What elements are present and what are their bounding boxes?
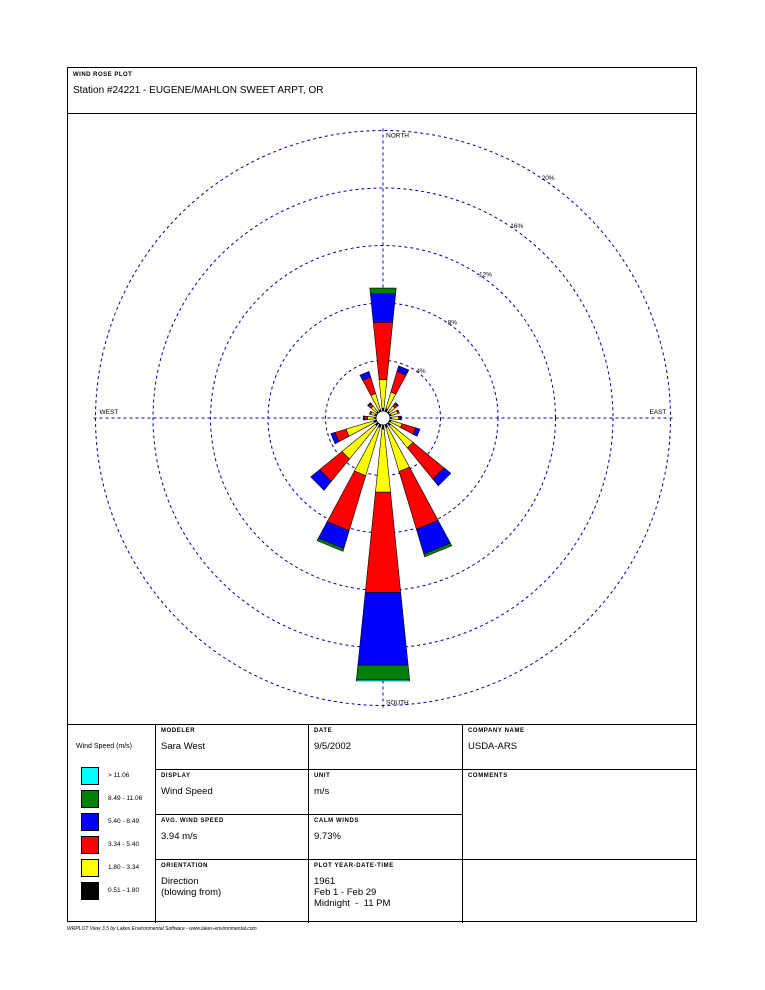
legend-item xyxy=(81,859,161,877)
orientation-label: ORIENTATION xyxy=(161,863,209,869)
display-label: DISPLAY xyxy=(161,773,191,779)
ring-label: 16% xyxy=(510,223,524,231)
petal-segment xyxy=(370,294,395,323)
avg-speed-cell xyxy=(156,815,309,860)
modeler-value: Sara West xyxy=(161,741,206,752)
header-label: WIND ROSE PLOT xyxy=(73,72,133,78)
date-value: 9/5/2002 xyxy=(314,741,351,752)
petal-segment xyxy=(375,429,390,492)
petal-segment xyxy=(356,665,409,679)
legend-item xyxy=(81,836,161,854)
display-cell xyxy=(156,770,309,815)
calm-winds-label: CALM WINDS xyxy=(314,818,359,824)
wind-rose-chart xyxy=(68,113,696,723)
legend-label: 3.34 - 5.40 xyxy=(108,841,140,848)
south-label: SOUTH xyxy=(386,699,409,707)
calm-winds-cell xyxy=(309,815,463,860)
legend-swatch xyxy=(81,836,99,854)
date-cell xyxy=(309,725,463,770)
petal-segment xyxy=(356,680,409,681)
petal-segment xyxy=(400,416,401,420)
north-label: NORTH xyxy=(386,132,409,140)
company-cell xyxy=(463,725,696,770)
unit-value: m/s xyxy=(314,786,330,797)
comments-cell xyxy=(463,770,696,860)
petal-segment xyxy=(363,416,364,420)
unit-label: UNIT xyxy=(314,773,331,779)
legend-item xyxy=(81,813,161,831)
plot-period-label: PLOT YEAR-DATE-TIME xyxy=(314,863,394,869)
petal-segment xyxy=(367,416,374,419)
petal-segment xyxy=(358,592,408,665)
legend-label: > 11.06 xyxy=(108,772,130,779)
orientation-cell xyxy=(156,860,309,923)
station-title: Station #24221 - EUGENE/MAHLON SWEET ARPT, OR xyxy=(73,85,324,96)
legend-swatch xyxy=(81,767,99,785)
wind-rose-frame xyxy=(67,67,697,922)
petal-segment xyxy=(391,371,406,394)
petal-segment xyxy=(379,380,387,409)
legend-item xyxy=(81,790,161,808)
east-label: EAST xyxy=(649,409,667,416)
petal-segment xyxy=(391,416,398,419)
plot-period-value: 1961 Feb 1 - Feb 29 Midnight - 11 PM xyxy=(314,876,391,909)
plot-period-cell xyxy=(309,860,463,923)
avg-speed-label: AVG. WIND SPEED xyxy=(161,818,224,824)
ring-label: 12% xyxy=(478,271,492,279)
company-value: USDA-ARS xyxy=(468,741,518,752)
date-label: DATE xyxy=(314,728,333,734)
legend-label: 0.51 - 1.80 xyxy=(108,887,140,894)
petal-segment xyxy=(382,425,384,429)
legend-swatch xyxy=(81,813,99,831)
legend-label: 5.40 - 8.49 xyxy=(108,818,140,825)
petal-segment xyxy=(370,288,396,294)
ring-label: 20% xyxy=(541,174,555,182)
petal-segment xyxy=(327,471,365,531)
comments-label: COMMENTS xyxy=(468,773,508,779)
legend-title: Wind Speed (m/s) xyxy=(76,743,133,750)
company-label: COMPANY NAME xyxy=(468,728,525,734)
legend-label: 1.80 - 3.34 xyxy=(108,864,140,871)
ring-label: 4% xyxy=(416,367,426,375)
legend-item xyxy=(81,767,161,785)
legend xyxy=(68,725,156,923)
legend-swatch xyxy=(81,882,99,900)
calm-circle xyxy=(376,411,390,425)
legend-swatch xyxy=(81,859,99,877)
petal-segment xyxy=(365,416,368,420)
display-value: Wind Speed xyxy=(161,786,213,797)
footer-credit: WRPLOT View 3.5 by Lakes Environmental Software - www.lakes-environmental.com xyxy=(67,926,257,932)
modeler-cell xyxy=(156,725,309,770)
avg-speed-value: 3.94 m/s xyxy=(161,831,198,842)
legend-item xyxy=(81,882,161,900)
header xyxy=(68,68,696,114)
ring-label: 8% xyxy=(447,319,458,327)
calm-winds-value: 9.73% xyxy=(314,831,341,842)
west-label: WEST xyxy=(99,409,119,416)
modeler-label: MODELER xyxy=(161,728,196,734)
unit-cell xyxy=(309,770,463,815)
legend-swatch xyxy=(81,790,99,808)
petal-segment xyxy=(365,492,400,592)
petal-segment xyxy=(373,322,392,379)
legend-label: 8.49 - 11.06 xyxy=(108,795,143,802)
orientation-value: Direction (blowing from) xyxy=(161,876,222,898)
info-panel xyxy=(68,724,696,923)
